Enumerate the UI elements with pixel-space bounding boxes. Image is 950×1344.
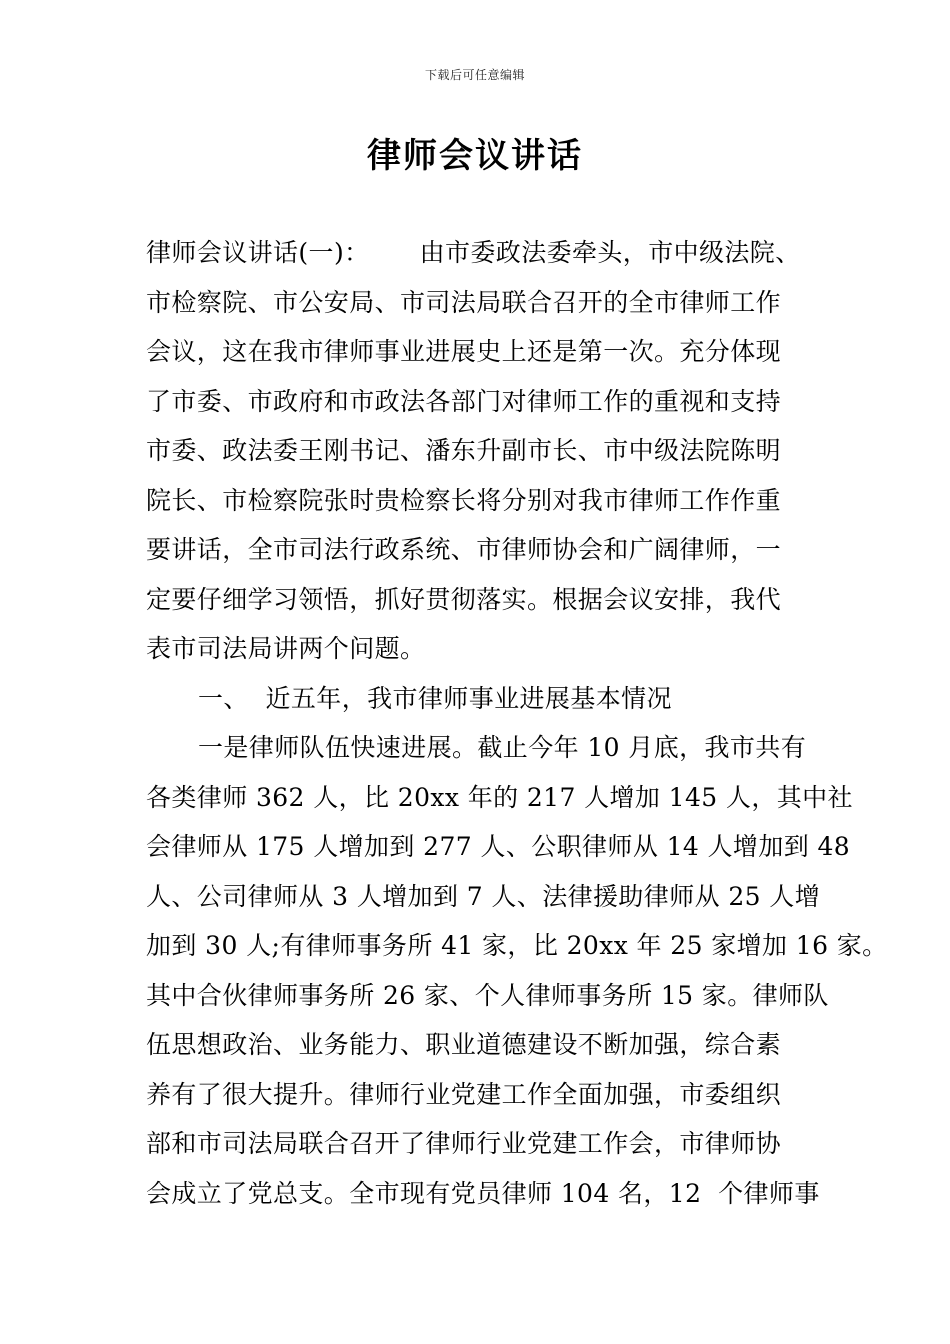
header-note: 下载后可任意编辑 (424, 68, 525, 82)
document-body (146, 228, 888, 1218)
body-line: 其中合伙律师事务所 26 家、个人律师事务所 15 家。律师队 (146, 980, 829, 1010)
body-line: 市检察院、市公安局、市司法局联合召开的全市律师工作 (146, 287, 782, 317)
body-line: 会律师从 175 人增加到 277 人、公职律师从 14 人增加到 48 (146, 832, 851, 861)
body-line: 表市司法局讲两个问题。 (146, 634, 426, 663)
body-line: 加到 30 人;有律师事务所 41 家，比 20xx 年 25 家增加 16 家。 (146, 931, 888, 960)
body-line: 了市委、市政府和市政法各部门对律师工作的重视和支持 (146, 386, 782, 416)
body-line: 定要仔细学习领悟，抓好贯彻落实。根据会议安排，我代 (146, 584, 782, 614)
body-line: 养有了很大提升。律师行业党建工作全面加强，市委组织 (146, 1079, 782, 1109)
body-line: 院长、市检察院张时贵检察长将分别对我市律师工作作重 (146, 485, 782, 515)
body-line: 会议，这在我市律师事业进展史上还是第一次。充分体现 (146, 337, 782, 366)
body-line: 伍思想政治、业务能力、职业道德建设不断加强，综合素 (146, 1030, 782, 1059)
section-heading: 一、 近五年，我市律师事业进展基本情况 (198, 683, 672, 713)
body-line: 部和市司法局联合召开了律师行业党建工作会，市律师协 (146, 1129, 782, 1158)
body-line: 市委、政法委王刚书记、潘东升副市长、市中级法院陈明 (146, 436, 782, 465)
body-line: 会成立了党总支。全市现有党员律师 104 名，12 个律师事 (146, 1178, 820, 1208)
body-line: 各类律师 362 人，比 20xx 年的 217 人增加 145 人，其中社 (146, 782, 853, 812)
body-line: 人、公司律师从 3 人增加到 7 人、法律援助律师从 25 人增 (146, 881, 821, 911)
body-line: 律师会议讲话(一)： 由市委政法委牵头，市中级法院、 (146, 238, 801, 267)
body-line: 一是律师队伍快速进展。截止今年 10 月底，我市共有 (198, 733, 807, 762)
body-line: 要讲话，全市司法行政系统、市律师协会和广阔律师，一 (146, 535, 782, 564)
document-title: 律师会议讲话 (367, 136, 583, 176)
